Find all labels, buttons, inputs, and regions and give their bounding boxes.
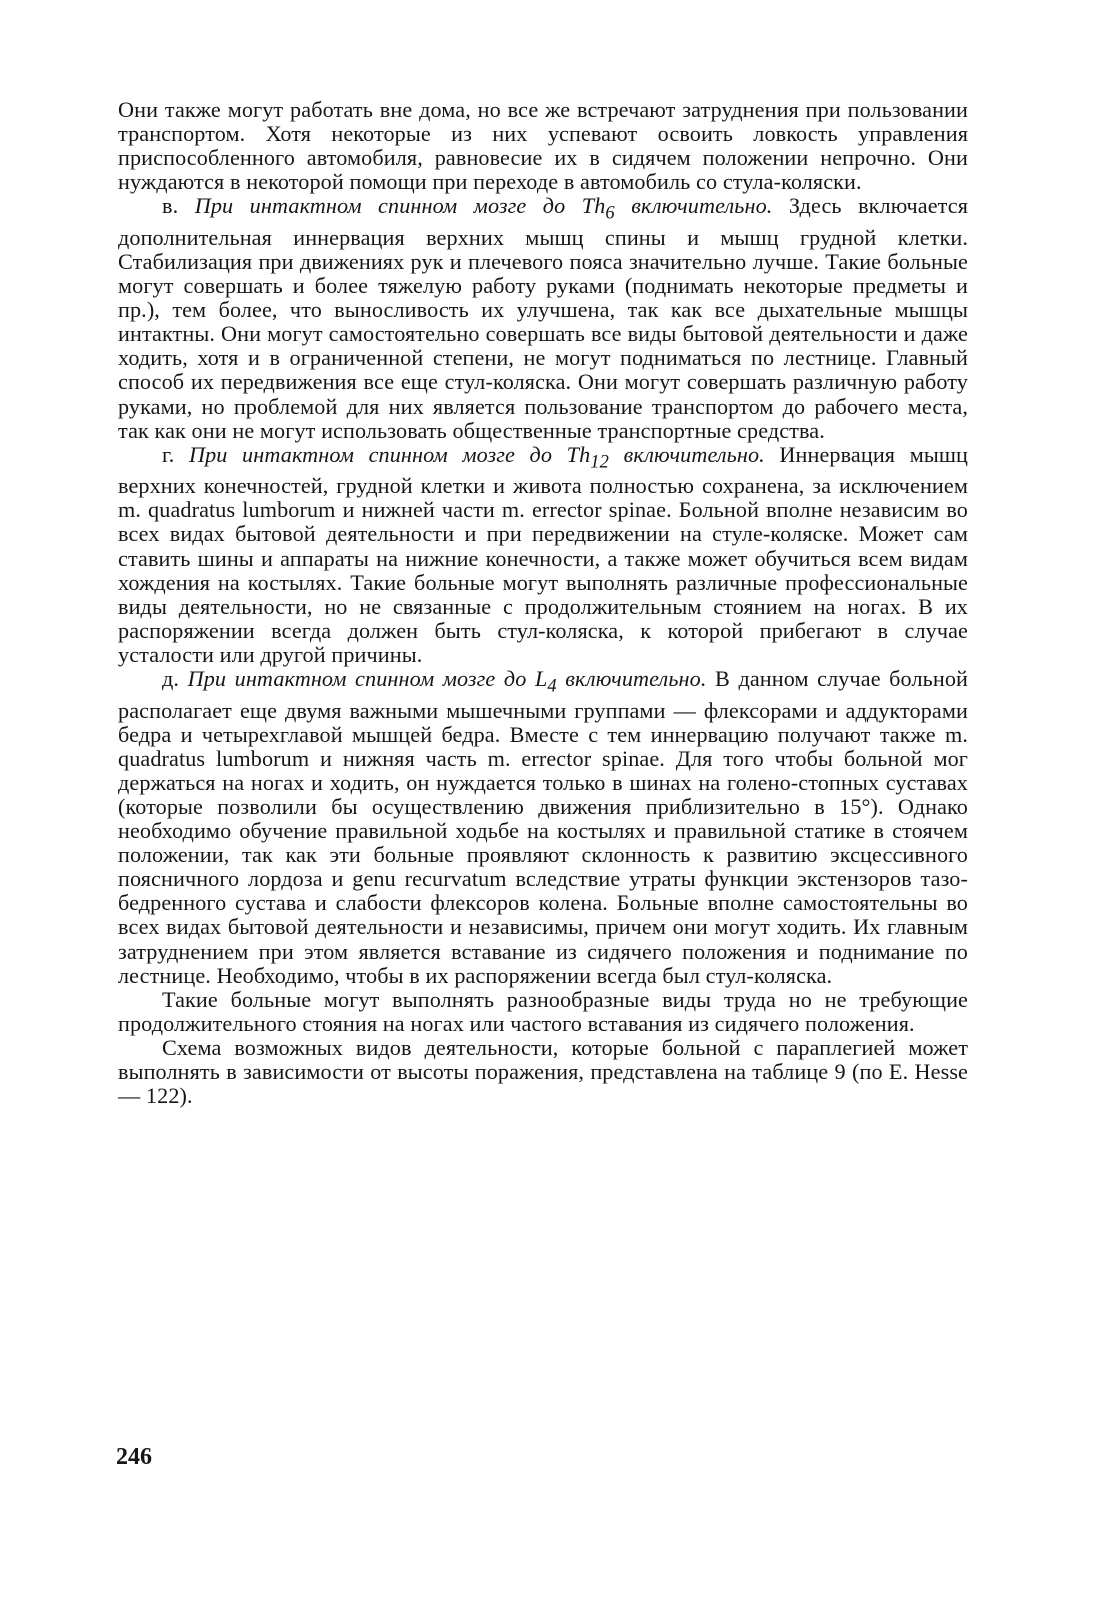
paragraph-item-g xyxy=(118,443,968,667)
paragraph-text: Они также могут работать вне дома, но все же встречают затруднения при пользовании транспортом. Хотя некоторые из них успевают освоить ловкость управления приспособленного автомобиля, равновесие их в сидячем положении непрочно. Они нуждаются в некоторой помощи при переходе в автомобиль со стула-коляски. xyxy=(118,97,968,195)
item-marker: д. xyxy=(162,666,188,692)
item-heading-subscript: 12 xyxy=(590,452,609,473)
page-body xyxy=(118,98,968,1108)
item-heading-text: При интактном спинном мозге до Th xyxy=(194,193,606,219)
item-heading-tail: включительно. xyxy=(556,666,707,692)
item-heading xyxy=(187,666,707,697)
item-heading xyxy=(194,193,773,224)
paragraph-text: Здесь включается дополнительная иннервация верхних мышц спины и мышц грудной клетки. Стабилизация при движениях рук и плечевого пояса значительно лучше. Такие больные могут совершать и более тяжелую работу руками (поднимать некоторые предметы и пр.), тем более, что выносливость их улучшена, так как все дыхательные мышцы интактны. Они могут самостоятельно совершать все виды бытовой деятельности и даже ходить, хотя и в ограниченной степени, не могут подниматься по лестнице. Главный способ их передвижения все еще стул-коляска. Они могут совершать различную работу руками, но проблемой для них является пользование транспортом до рабочего места, так как они не могут использовать общественные транспортные средства. xyxy=(118,193,969,443)
paragraph-work-types xyxy=(118,988,968,1036)
paragraph-text: Такие больные могут выполнять разнообразные виды труда но не требующие продолжительного стояния на ногах или частого вставания из сидячего положения. xyxy=(118,986,968,1036)
item-heading-tail: включительно. xyxy=(609,441,765,467)
page-number: 246 xyxy=(116,1444,152,1470)
paragraph-text: Иннервация мышц верхних конечностей, грудной клетки и живота полностью сохранена, за исключением m. quadratus lumborum и нижней части m. errector spinae. Больной вполне независим во всех видах бытовой деятельности и при передвижении на стуле-коляске. Может сам ставить шины и аппараты на нижние конечности, а также может обучиться всем видам хождения на костылях. Такие больные могут выполнять различные профессиональные виды деятельности, но не связанные с продолжительным стоянием на ногах. В их распоряжении всегда должен быть стул-коляска, к которой прибегают в случае усталости или другой причины. xyxy=(118,441,968,667)
paragraph-item-d xyxy=(118,667,968,988)
paragraph-item-v xyxy=(118,194,968,442)
item-marker: в. xyxy=(162,193,195,219)
item-heading-text: При интактном спинном мозге до Th xyxy=(188,441,591,467)
item-heading-subscript: 6 xyxy=(605,203,615,224)
paragraph-text: В данном случае больной располагает еще двумя важными мышечными группами — флексорами и аддукторами бедра и четырехглавой мышцей бедра. Вместе с тем иннервацию получают также m. quadratus lumborum и нижняя часть m. errector spinae. Для того чтобы больной мог держаться на ногах и ходить, он нуждается только в шинах на голено-стопных суставах (которые позволили бы осуществлению движения приблизительно в 15°). Однако необходимо обучение правильной ходьбе на костылях и правильной статике в стоячем положении, так как эти больные проявляют склонность к развитию эксцессивного поясничного лордоза и genu recurvatum вследствие утраты функции экстензоров тазо-бедренного сустава и слабости флексоров колена. Больные вполне самостоятельны во всех видах бытовой деятельности и независимы, причем они могут ходить. Их главным затруднением при этом является вставание из сидячего положения и поднимание по лестнице. Необходимо, чтобы в их распоряжении всегда был стул-коляска. xyxy=(118,666,968,988)
paragraph-table-reference xyxy=(118,1036,968,1108)
item-heading-tail: включительно. xyxy=(614,193,773,219)
paragraph-text: Схема возможных видов деятельности, которые больной с параплегией может выполнять в зависимости от высоты поражения, представлена на таблице 9 (по E. Hesse — 122). xyxy=(118,1034,968,1109)
paragraph-continuation xyxy=(118,98,968,194)
item-heading xyxy=(188,441,765,473)
item-marker: г. xyxy=(162,441,189,467)
item-heading-subscript: 4 xyxy=(547,676,557,697)
item-heading-text: При интактном спинном мозге до L xyxy=(187,666,548,692)
